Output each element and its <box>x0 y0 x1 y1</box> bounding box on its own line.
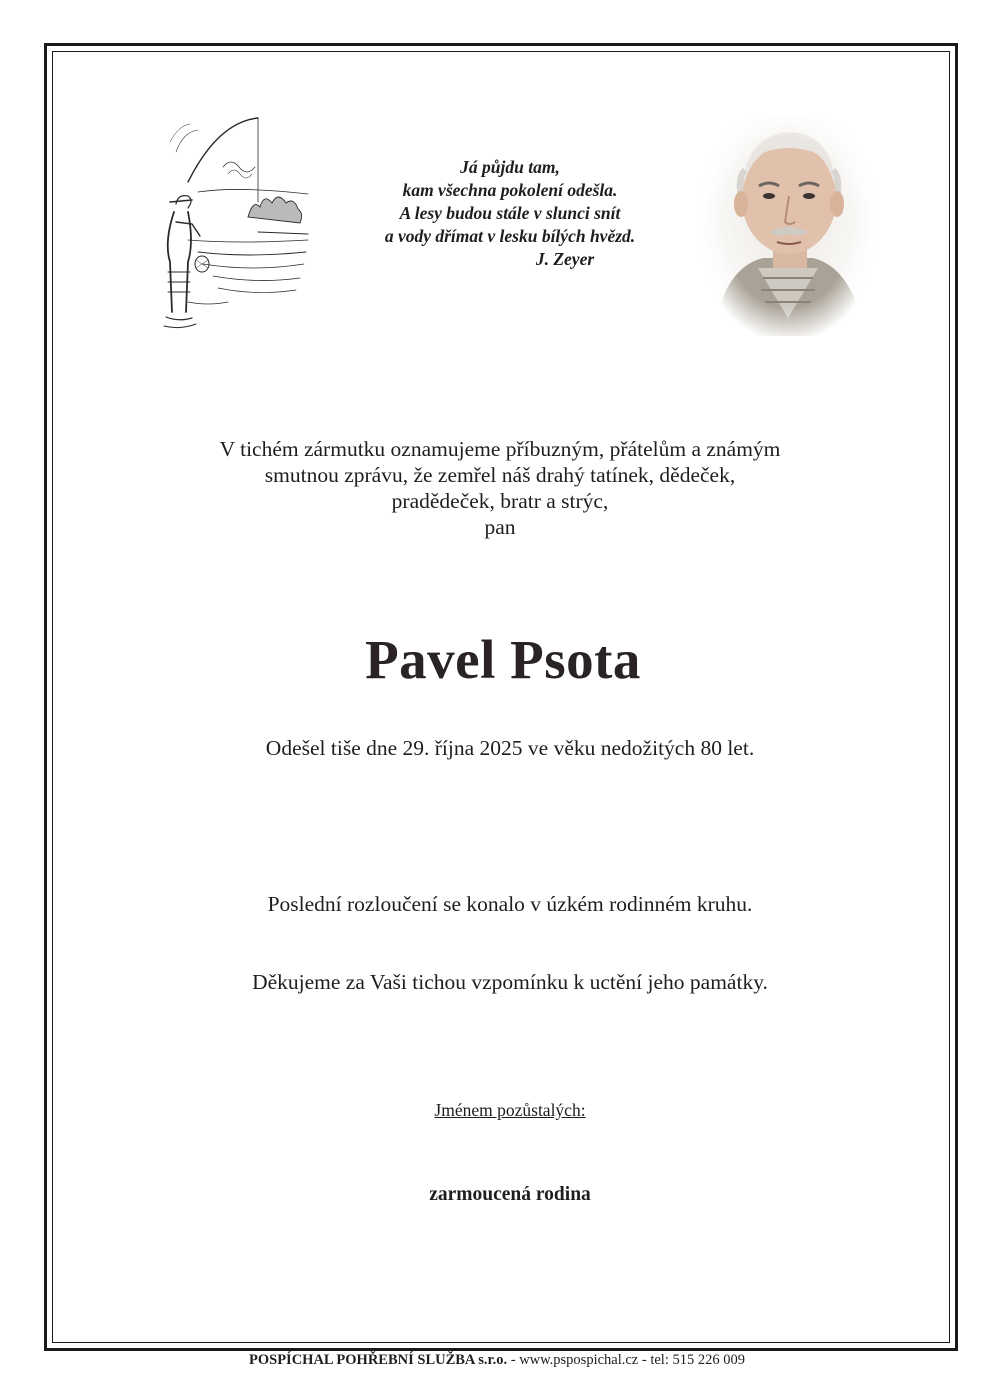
deceased-name: Pavel Psota <box>365 629 641 690</box>
announcement <box>100 436 900 540</box>
footer <box>0 1352 982 1369</box>
poem-line: Já půjdu tam, <box>460 157 560 177</box>
portrait-photo <box>703 118 873 336</box>
on-behalf-label: Jménem pozůstalých: <box>434 1100 586 1120</box>
thanks-text: Děkujeme za Vaši tichou vzpomínku k uctění jeho památky. <box>252 970 768 994</box>
footer-contact: - www.pspospichal.cz - tel: 515 226 009 <box>507 1352 745 1368</box>
death-info: Odešel tiše dne 29. října 2025 ve věku nedožitých 80 let. <box>265 736 755 760</box>
announcement-line: pradědeček, bratr a strýc, <box>391 489 609 513</box>
fisherman-sketch-icon <box>158 112 313 334</box>
poem <box>340 156 680 271</box>
poem-line: A lesy budou stále v slunci snít <box>399 203 621 223</box>
announcement-line: smutnou zprávu, že zemřel náš drahý tatínek, dědeček, <box>264 463 736 487</box>
poem-line: a vody dřímat v lesku bílých hvězd. <box>384 226 636 246</box>
announcement-line: V tichém zármutku oznamujeme příbuzným, přátelům a známým <box>219 437 781 461</box>
family-signature: zarmoucená rodina <box>429 1184 591 1205</box>
announcement-line: pan <box>484 515 516 539</box>
farewell-text: Poslední rozloučení se konalo v úzkém rodinném kruhu. <box>267 892 753 916</box>
footer-company: POSPÍCHAL POHŘEBNÍ SLUŽBA s.r.o. <box>249 1352 508 1368</box>
poem-line: kam všechna pokolení odešla. <box>402 180 618 200</box>
poem-author: J. Zeyer <box>535 249 595 269</box>
